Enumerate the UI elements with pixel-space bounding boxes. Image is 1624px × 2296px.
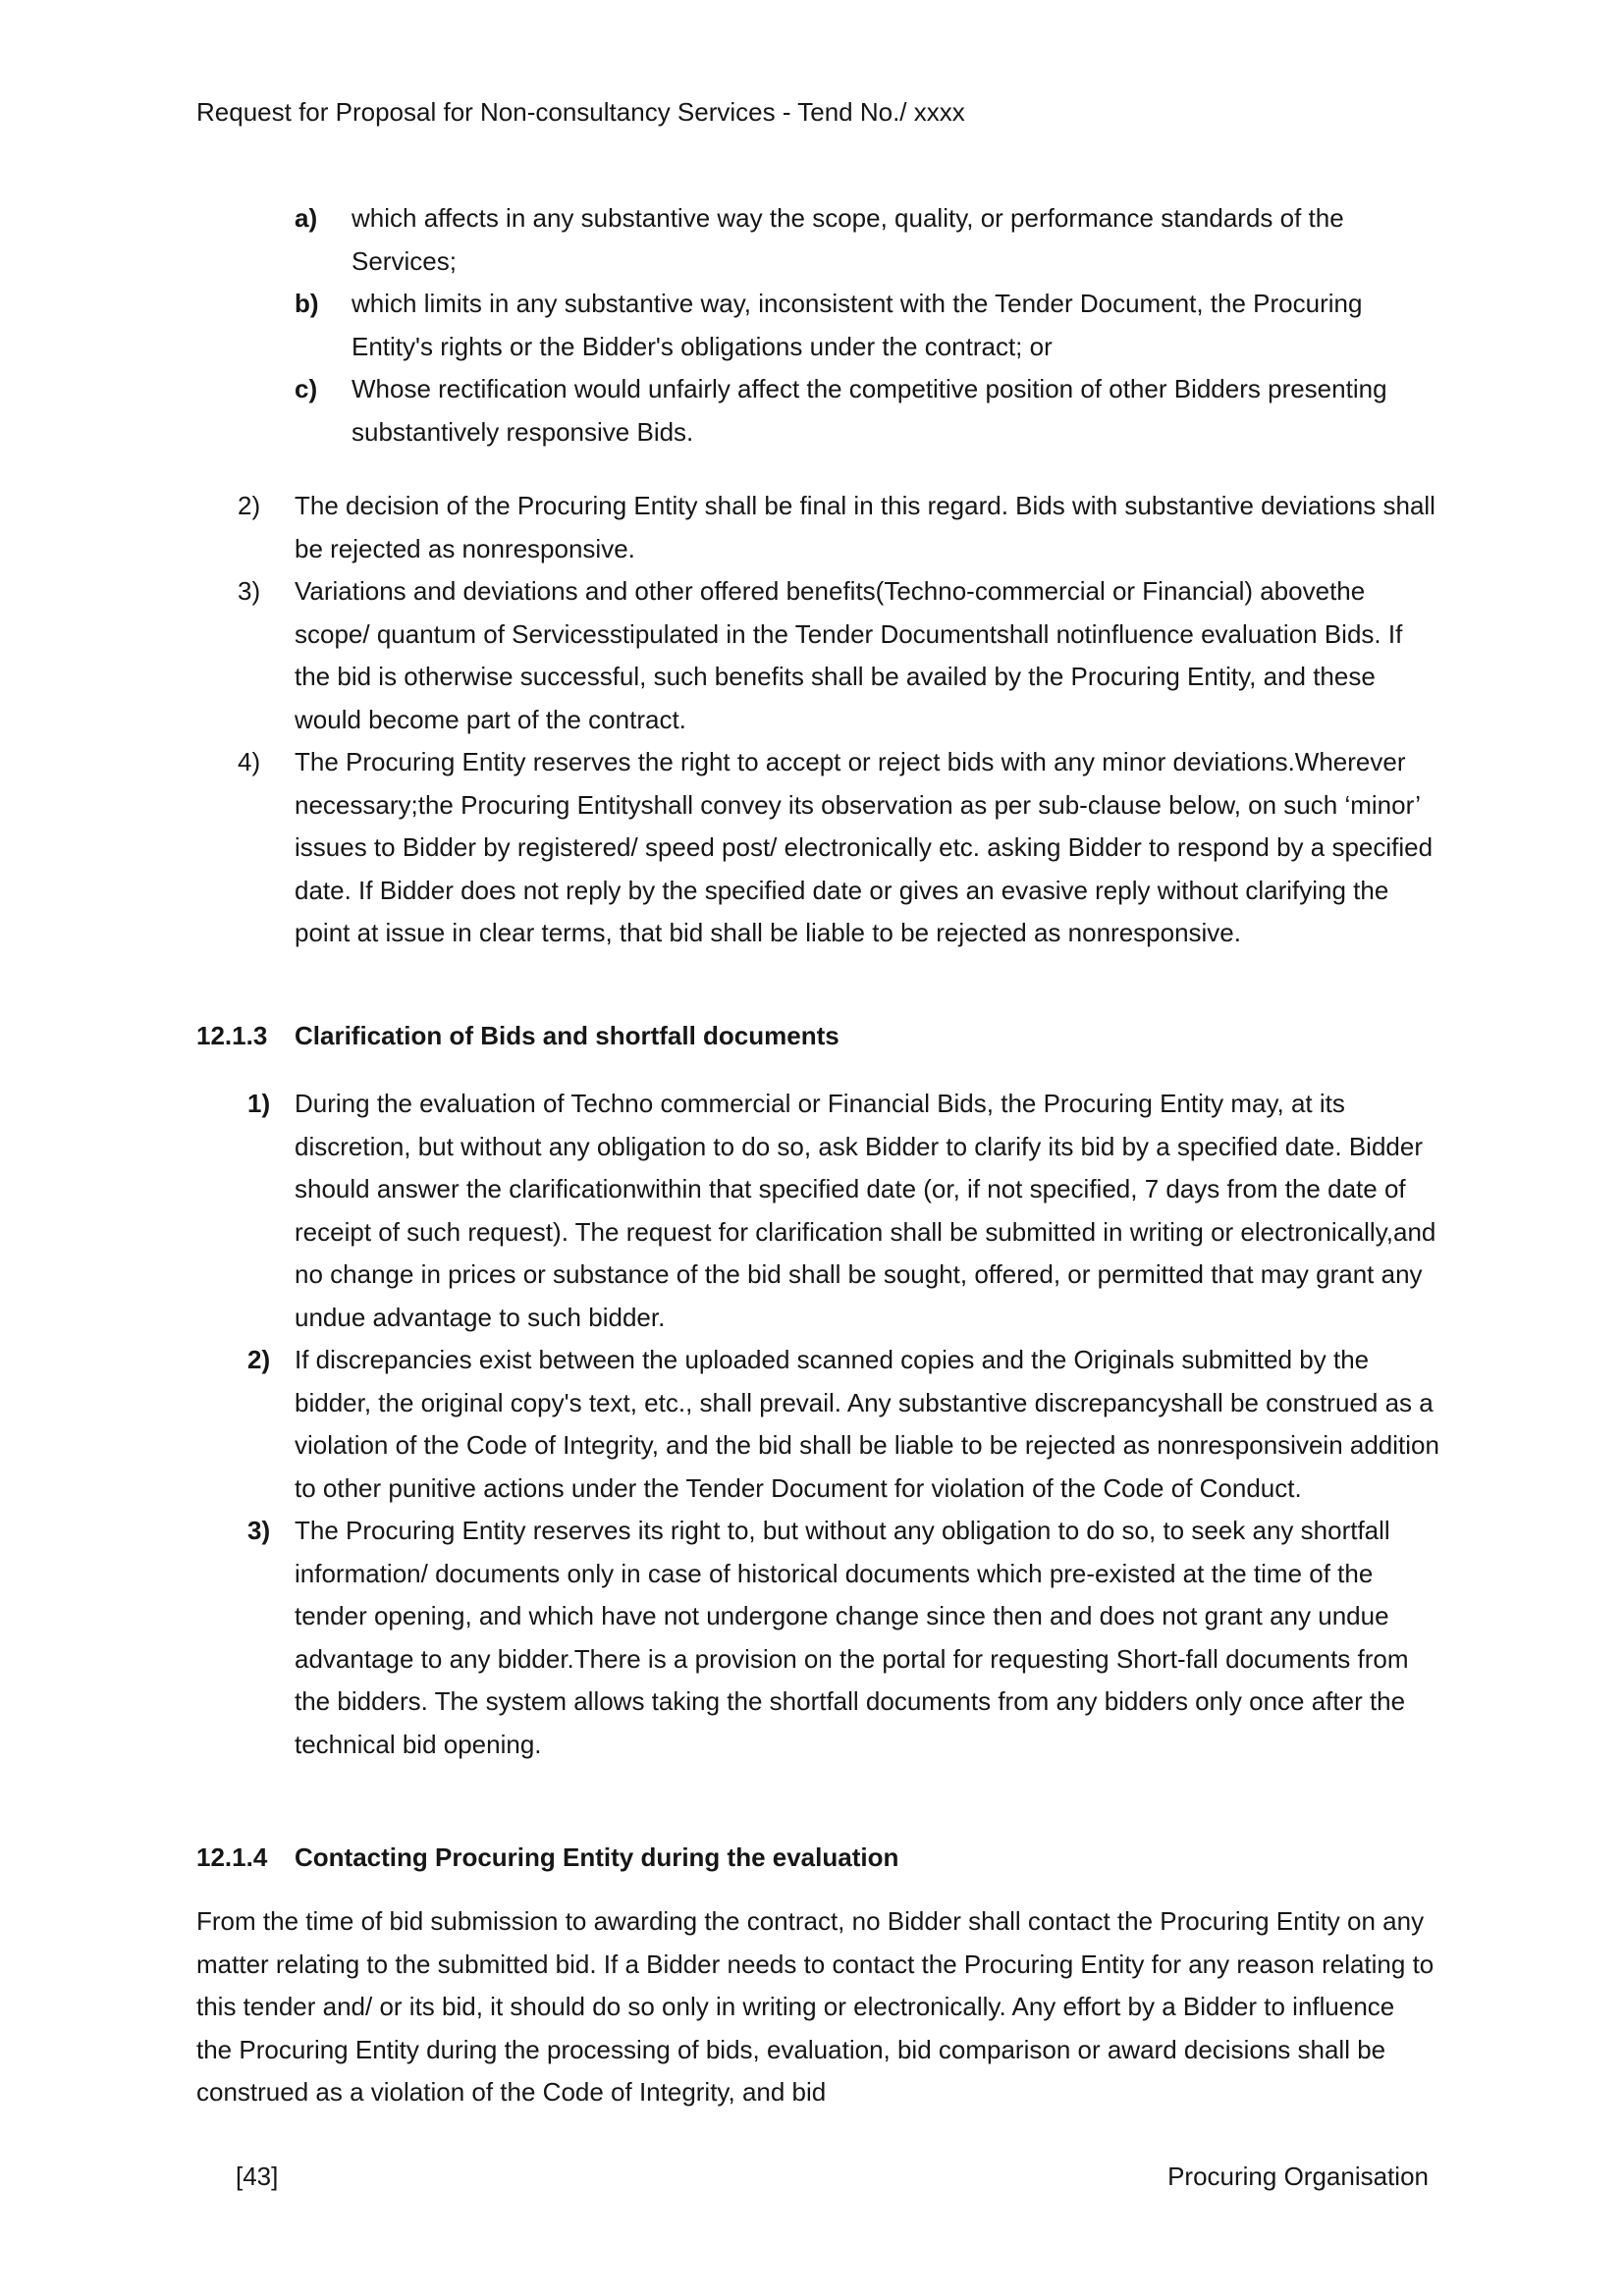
footer-organisation: Procuring Organisation: [1167, 2162, 1429, 2191]
item-text: Whose rectification would unfairly affect the competitive position of other Bidders presenting substantively responsive Bids.: [352, 374, 1387, 447]
item-label: a): [295, 203, 318, 233]
item-label: 3): [238, 576, 261, 606]
list-item: [238, 741, 1443, 955]
item-label: b): [295, 289, 319, 318]
item-text: which limits in any substantive way, inconsistent with the Tender Document, the Procuring Entity's rights or the Bidder's obligations under the contract; or: [352, 289, 1363, 361]
list-item: [238, 485, 1443, 570]
section-title: Contacting Procuring Entity during the evaluation: [295, 1842, 899, 1872]
item-text: The decision of the Procuring Entity shall be final in this regard. Bids with substantive deviations shall be rejected as nonresponsive.: [295, 491, 1435, 563]
list-item: [247, 1339, 1443, 1510]
item-text: Variations and deviations and other offered benefits(Techno-commercial or Financial) abovethe scope/ quantum of Servicesstipulated in the Tender Documentshall notinfluence evaluation Bids. If the bid is otherwise successful, such benefits shall be availed by the Procuring Entity, and these would become part of the contract.: [295, 576, 1403, 734]
section-heading-12-1-4: [196, 1837, 1435, 1880]
item-text: The Procuring Entity reserves the right to accept or reject bids with any minor deviations.Wherever necessary;the Procuring Entityshall convey its observation as per sub-clause below, on such ‘minor’ issues to Bidder by registered/ speed post/ electronically etc. asking Bidder to respond by a specified date. If Bidder does not reply by the specified date or gives an evasive reply without clarifying the point at issue in clear terms, that bid shall be liable to be rejected as nonresponsive.: [295, 747, 1434, 947]
section-number: 12.1.3: [196, 1021, 268, 1050]
list-item: [238, 570, 1443, 741]
section-title: Clarification of Bids and shortfall documents: [295, 1021, 839, 1050]
list-item: [295, 283, 1443, 368]
numbered-list-1: [238, 485, 1443, 955]
item-label: 4): [238, 747, 261, 776]
item-label: 3): [247, 1516, 271, 1545]
item-text: The Procuring Entity reserves its right to, but without any obligation to do so, to seek any shortfall information/ documents only in case of historical documents which pre-existed at the time of the tender opening, and which have not undergone change since then and does not grant any undue advantage to any bidder.There is a provision on the portal for requesting Short-fall documents from the bidders. The system allows taking the shortfall documents from any bidders only once after the technical bid opening.: [295, 1516, 1409, 1759]
section-heading-12-1-3: [196, 1015, 1435, 1058]
item-text: If discrepancies exist between the uploaded scanned copies and the Originals submitted by the bidder, the original copy's text, etc., shall prevail. Any substantive discrepancyshall be construed as a violation of the Code of Integrity, and the bid shall be liable to be rejected as nonresponsivein addition to other punitive actions under the Tender Document for violation of the Code of Conduct.: [295, 1345, 1439, 1503]
list-item: [295, 368, 1443, 454]
list-item: [295, 197, 1443, 283]
item-label: c): [295, 374, 318, 403]
letter-list: [295, 197, 1443, 454]
numbered-list-2: [247, 1083, 1443, 1766]
page-header: Request for Proposal for Non-consultancy Services - Tend No./ xxxx: [196, 97, 965, 127]
item-label: 2): [247, 1345, 271, 1374]
item-text: which affects in any substantive way the scope, quality, or performance standards of the Services;: [352, 203, 1344, 276]
item-text: During the evaluation of Techno commercial or Financial Bids, the Procuring Entity may, at its discretion, but without any obligation to do so, ask Bidder to clarify its bid by a specified date. Bidder should answer the clarificationwithin that specified date (or, if not specified, 7 days from the date of receipt of such request). The request for clarification shall be submitted in writing or electronically,and no change in prices or substance of the bid shall be sought, offered, or permitted that may grant any undue advantage to such bidder.: [295, 1089, 1436, 1332]
body-paragraph: From the time of bid submission to awarding the contract, no Bidder shall contact the Procuring Entity on any matter relating to the submitted bid. If a Bidder needs to contact the Procuring Entity for any reason relating to this tender and/ or its bid, it should do so only in writing or electronically. Any effort by a Bidder to influence the Procuring Entity during the processing of bids, evaluation, bid comparison or award decisions shall be construed as a violation of the Code of Integrity, and bid: [196, 1906, 1435, 2107]
item-label: 1): [247, 1089, 271, 1118]
page-number: [43]: [236, 2162, 279, 2191]
item-label: 2): [238, 491, 261, 520]
section-number: 12.1.4: [196, 1842, 268, 1872]
list-item: [247, 1510, 1443, 1766]
list-item: [247, 1083, 1443, 1339]
